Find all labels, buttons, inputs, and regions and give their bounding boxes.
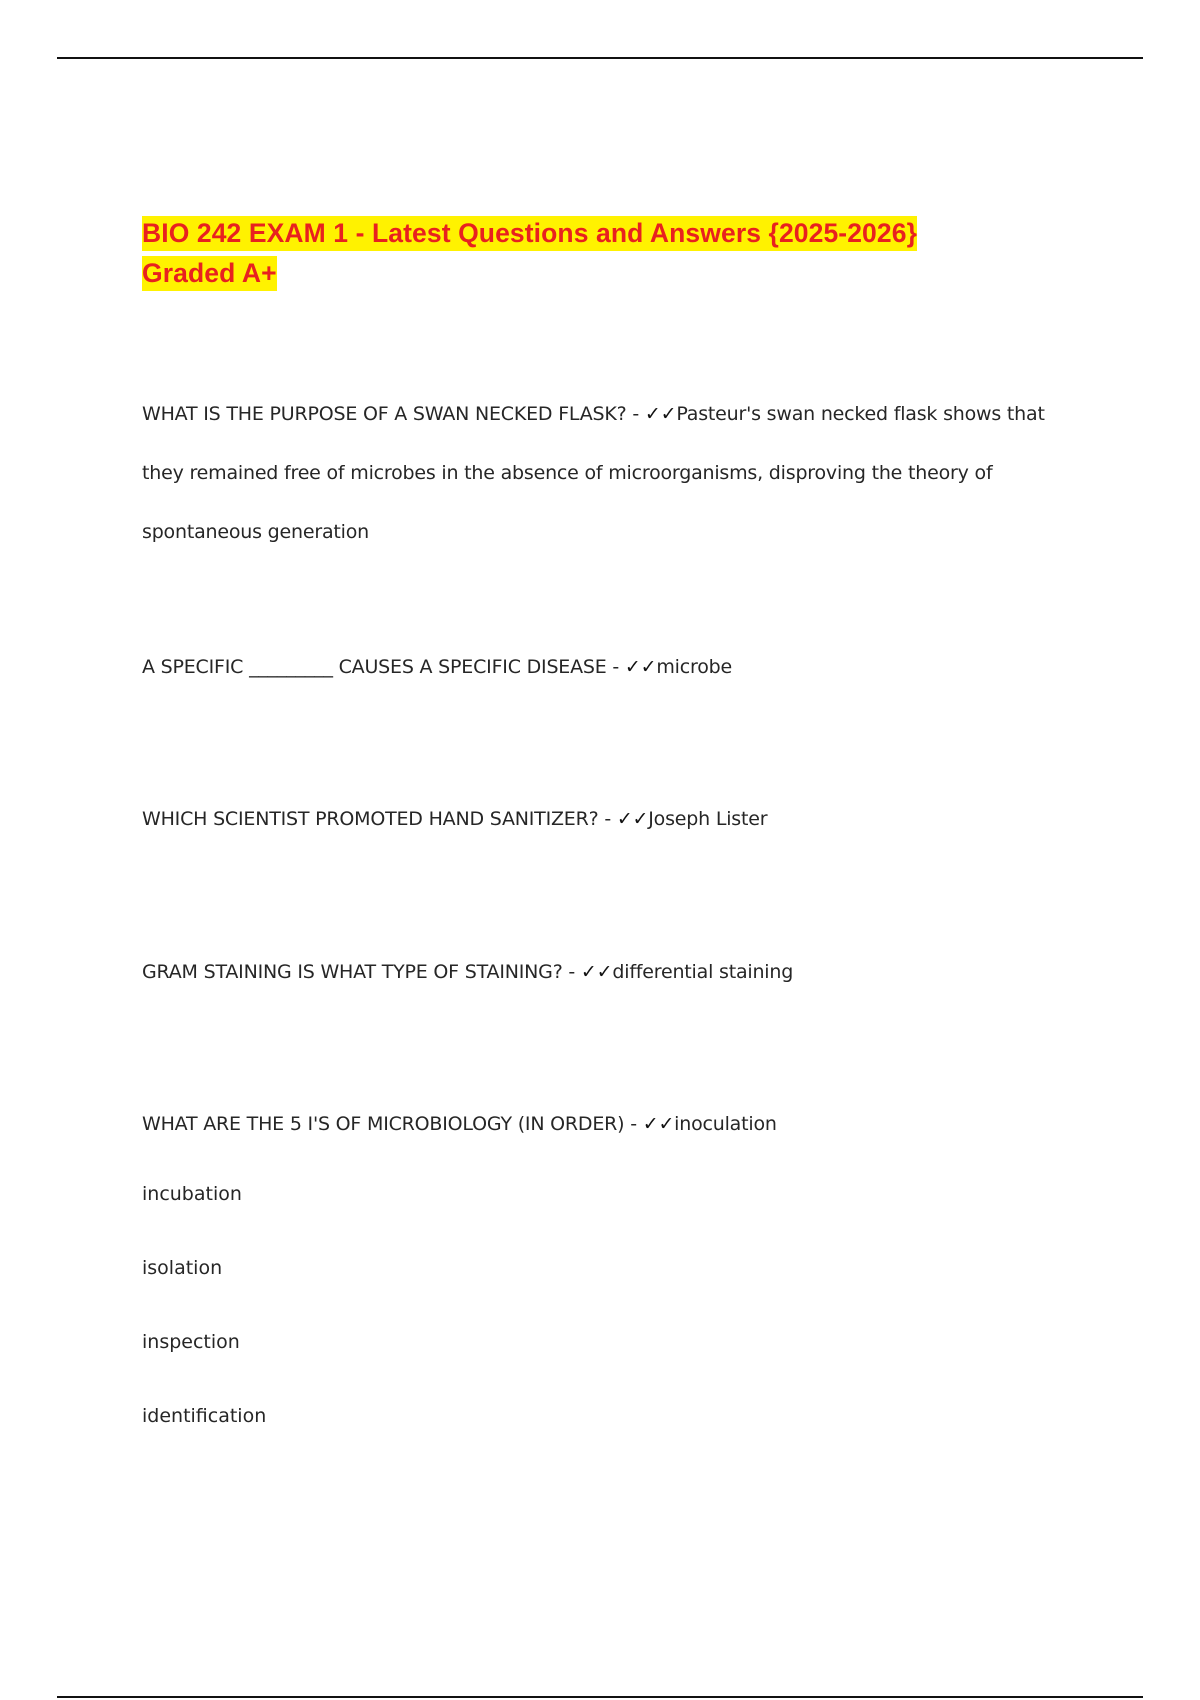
list-item: isolation — [142, 1257, 223, 1279]
answer-text: Joseph Lister — [648, 808, 768, 830]
qa-item-specific-disease — [142, 652, 1082, 682]
list-item: identification — [142, 1405, 267, 1427]
answer-text: microbe — [656, 656, 732, 678]
document-title — [142, 213, 1002, 293]
answer-text: differential staining — [612, 961, 794, 983]
question-text: WHICH SCIENTIST PROMOTED HAND SANITIZER? - — [142, 808, 617, 830]
qa-item-five-is — [142, 1109, 1082, 1139]
question-text: GRAM STAINING IS WHAT TYPE OF STAINING? - — [142, 961, 581, 983]
double-check-icon: ✓✓ — [624, 656, 657, 678]
list-item: incubation — [142, 1183, 242, 1205]
double-check-icon: ✓✓ — [580, 961, 613, 983]
answer-text: inoculation — [674, 1113, 777, 1135]
answer-text: Pasteur's swan necked flask shows that they remained free of microbes in the absence of microorganisms, disproving the theory of spontaneous generation — [142, 403, 1045, 543]
qa-item-gram-staining — [142, 957, 1082, 987]
double-check-icon: ✓✓ — [644, 403, 677, 425]
qa-item-hand-sanitizer — [142, 804, 1082, 834]
title-highlight: BIO 242 EXAM 1 - Latest Questions and Answers {2025-2026} Graded A+ — [142, 216, 917, 291]
list-item: inspection — [142, 1331, 240, 1353]
double-check-icon: ✓✓ — [616, 808, 649, 830]
question-text: WHAT IS THE PURPOSE OF A SWAN NECKED FLASK? - — [142, 403, 645, 425]
double-check-icon: ✓✓ — [642, 1113, 675, 1135]
header-rule — [57, 57, 1143, 59]
qa-item-swan-flask — [142, 385, 1082, 562]
footer-rule — [57, 1696, 1143, 1698]
question-text: WHAT ARE THE 5 I'S OF MICROBIOLOGY (IN ORDER) - — [142, 1113, 643, 1135]
question-text: A SPECIFIC _________ CAUSES A SPECIFIC DISEASE - — [142, 656, 625, 678]
